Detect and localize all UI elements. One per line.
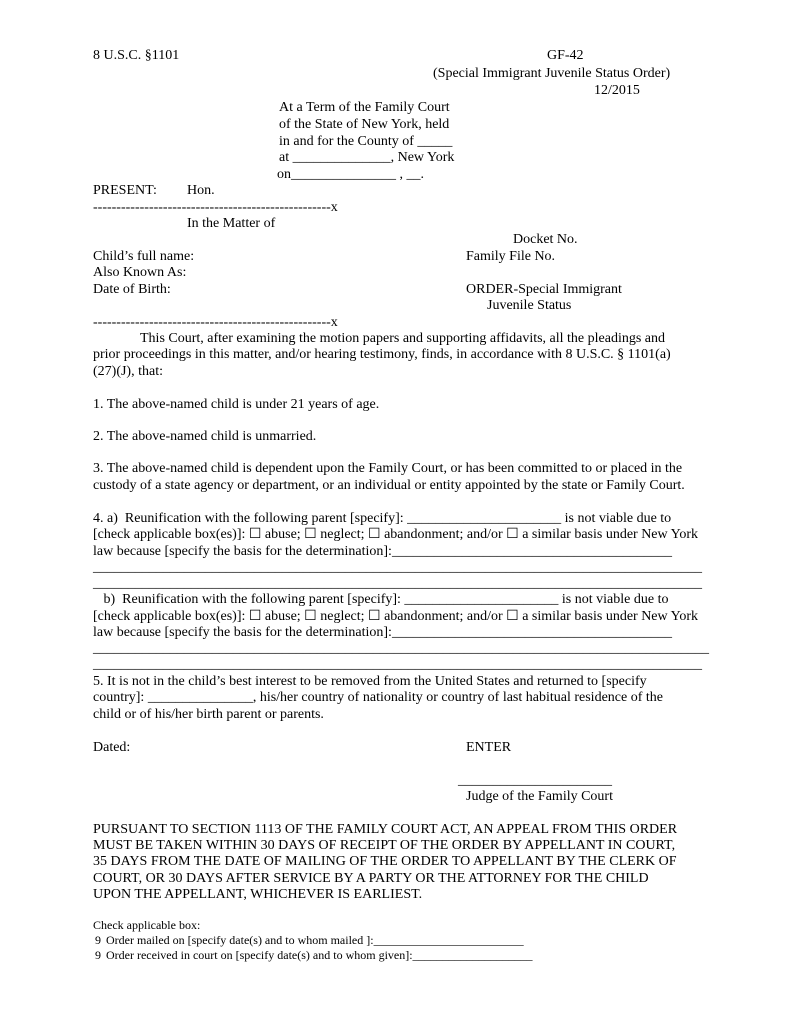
finding-4b-line-3: law because [specify the basis for the determination]:________________________________________: [93, 625, 672, 640]
form-title: (Special Immigrant Juvenile Status Order): [433, 66, 671, 81]
intro-line-3: (27)(J), that:: [93, 364, 163, 379]
order-mailed-line: Order mailed on [specify date(s) and to whom mailed ]:_________________________: [106, 933, 524, 947]
court-term-line-1: At a Term of the Family Court: [279, 100, 450, 115]
check-box-label: Check applicable box:: [93, 918, 201, 932]
in-the-matter-of: In the Matter of: [187, 216, 276, 231]
intro-line-2: prior proceedings in this matter, and/or hearing testimony, finds, in accordance with 8 U.S.C. § 1101(a): [93, 347, 671, 362]
docket-number-label: Docket No.: [513, 232, 578, 247]
statute-reference: 8 U.S.C. §1101: [93, 48, 180, 63]
signature-title: Judge of the Family Court: [466, 789, 613, 804]
finding-2: 2. The above-named child is unmarried.: [93, 429, 317, 444]
appeal-notice-line-3: 35 DAYS FROM THE DATE OF MAILING OF THE ORDER TO APPELLANT BY THE CLERK OF: [93, 854, 677, 869]
present-label: PRESENT:: [93, 183, 157, 198]
court-term-line-5: on_______________ , __.: [277, 167, 424, 182]
dated-label: Dated:: [93, 740, 131, 755]
appeal-notice-line-1: PURSUANT TO SECTION 1113 OF THE FAMILY COURT ACT, AN APPEAL FROM THIS ORDER: [93, 822, 678, 837]
finding-4a-line-1: 4. a) Reunification with the following parent [specify]: ______________________ is not viable due to: [93, 511, 672, 526]
present-judge: Hon.: [187, 183, 215, 198]
date-of-birth-label: Date of Birth:: [93, 282, 171, 297]
appeal-notice-line-2: MUST BE TAKEN WITHIN 30 DAYS OF RECEIPT OF THE ORDER BY APPELLANT IN COURT,: [93, 838, 676, 853]
court-term-line-3: in and for the County of _____: [279, 134, 453, 149]
order-title-line-2: Juvenile Status: [487, 298, 572, 313]
finding-3-line-2: custody of a state agency or department, or an individual or entity appointed by the state or Family Court.: [93, 478, 685, 493]
mailed-checkbox[interactable]: 9: [95, 933, 101, 947]
appeal-notice-line-5: UPON THE APPELLANT, WHICHEVER IS EARLIEST.: [93, 887, 423, 902]
finding-4b-line-4: ________________________________________________________________________________________: [93, 641, 709, 656]
caption-divider-bottom: ---------------------------------------------------x: [93, 315, 338, 330]
finding-1: 1. The above-named child is under 21 years of age.: [93, 397, 380, 412]
enter-label: ENTER: [466, 740, 512, 755]
finding-4b-line-5: _______________________________________________________________________________________: [93, 657, 702, 672]
received-checkbox[interactable]: 9: [95, 948, 101, 962]
order-title-line-1: ORDER-Special Immigrant: [466, 282, 622, 297]
finding-5-line-3: child or of his/her birth parent or parents.: [93, 707, 324, 722]
finding-4a-line-4: _______________________________________________________________________________________: [93, 560, 702, 575]
court-term-line-2: of the State of New York, held: [279, 117, 450, 132]
intro-line-1: This Court, after examining the motion papers and supporting affidavits, all the pleadings and: [140, 331, 666, 346]
finding-4b-line-1: b) Reunification with the following parent [specify]: ______________________ is not viable due to: [93, 592, 669, 607]
form-date: 12/2015: [594, 83, 640, 98]
finding-3-line-1: 3. The above-named child is dependent upon the Family Court, or has been committed to or placed in the: [93, 461, 683, 476]
appeal-notice-line-4: COURT, OR 30 DAYS AFTER SERVICE BY A PARTY OR THE ATTORNEY FOR THE CHILD: [93, 871, 649, 886]
finding-5-line-1: 5. It is not in the child’s best interest to be removed from the United States and returned to [specify: [93, 674, 647, 689]
caption-divider-top: ---------------------------------------------------x: [93, 200, 338, 215]
form-number: GF-42: [547, 48, 584, 63]
finding-4a-line-5: _______________________________________________________________________________________: [93, 576, 702, 591]
finding-4b-line-2: [check applicable box(es)]: ☐ abuse; ☐ neglect; ☐ abandonment; and/or ☐ a similar basis under New York: [93, 609, 698, 624]
signature-line: ______________________: [458, 773, 612, 788]
finding-4a-line-2: [check applicable box(es)]: ☐ abuse; ☐ neglect; ☐ abandonment; and/or ☐ a similar basis under New York: [93, 527, 698, 542]
family-file-label: Family File No.: [466, 249, 556, 264]
also-known-as-label: Also Known As:: [93, 265, 187, 280]
child-full-name-label: Child’s full name:: [93, 249, 195, 264]
court-term-line-4: at ______________, New York: [279, 150, 455, 165]
finding-5-line-2: country]: _______________, his/her country of nationality or country of last habitual residence of the: [93, 690, 663, 705]
finding-4a-line-3: law because [specify the basis for the determination]:________________________________________: [93, 544, 672, 559]
order-received-line: Order received in court on [specify date(s) and to whom given]:____________________: [106, 948, 533, 962]
